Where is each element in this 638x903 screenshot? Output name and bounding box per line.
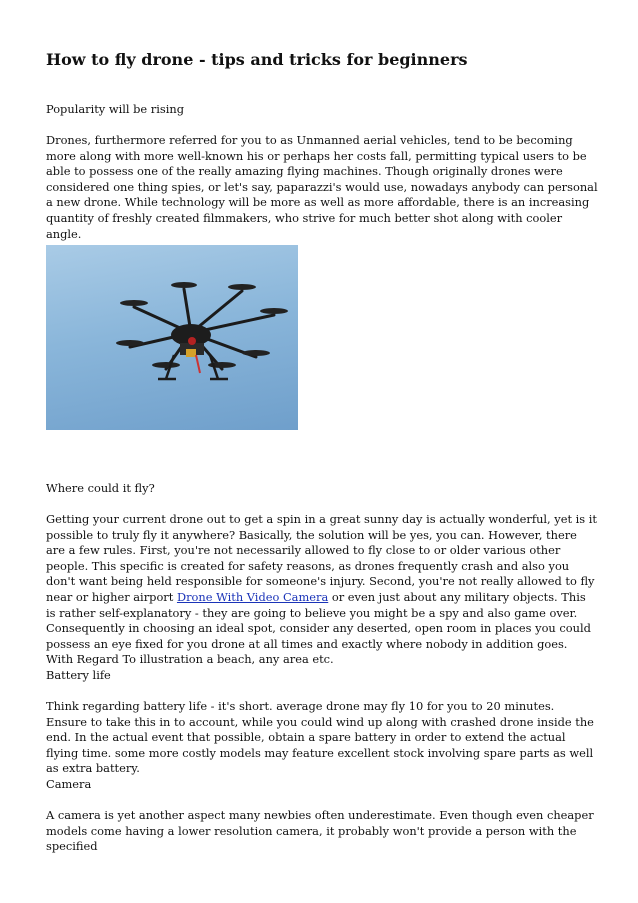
paragraph-camera: A camera is yet another aspect many newbies often underestimate. Even though even cheaper models come having a lower resolution camera, it probably won't provide a person with the specified (46, 808, 594, 854)
paragraph-intro: Drones, furthermore referred for you to as Unmanned aerial vehicles, tend to be becoming more along with more well-known his or perhaps her costs fall, permitting typical users to be able to possess one of the really amazing flying machines. Though originally drones were considered one thing spies, or let's say, paparazzi's would use, nowadays anybody can personal a new drone. While technology will be more as well as more affordable, there is an increasing quantity of freshly created filmmakers, who strive for much better shot along with cooler angle. (46, 133, 598, 241)
paragraph-battery: Think regarding battery life - it's short. average drone may fly 10 for you to 20 minutes. Ensure to take this in to account, while you could wind up along with crashed drone inside the end. In the actual event that possible, obtain a spare battery in order to extend the actual flying time. some more costly models may feature excellent stock involving spare parts as well as extra battery. (46, 699, 594, 776)
drone-photo (46, 245, 298, 430)
drone-video-camera-link[interactable]: Drone With Video Camera (176, 589, 329, 604)
subheading-where: Where could it fly? (46, 481, 155, 495)
subheading-popularity: Popularity will be rising (46, 102, 184, 116)
paragraph-where (46, 512, 598, 668)
page-title: How to fly drone - tips and tricks for beginners (46, 50, 468, 69)
subheading-camera: Camera (46, 777, 92, 791)
drone-icon (46, 245, 298, 430)
paragraph-where-text-1: Getting your current drone out to get a spin in a great sunny day is actually wonderful, yet is it possible to truly fly it anywhere? Basically, the solution will be yes, you can. However, there are a few rules. First, you're not necessarily allowed to fly close to or older various other people. This specific is created for safety reasons, as drones frequently crash and also you don't want being held responsible for someone's injury. Second, you're not really allowed to fly near or higher airport (46, 512, 597, 604)
subheading-battery: Battery life (46, 668, 111, 682)
paragraph-where-text-2: or even just about any military objects. This is rather self-explanatory - they are going to believe you might be a spy and also game over. Consequently in choosing an ideal spot, consider any deserted, open room in places you could possess an eye fixed for you drone at all times and exactly where nobody in addition goes. With Regard To illustration a beach, any area etc. (46, 589, 591, 667)
